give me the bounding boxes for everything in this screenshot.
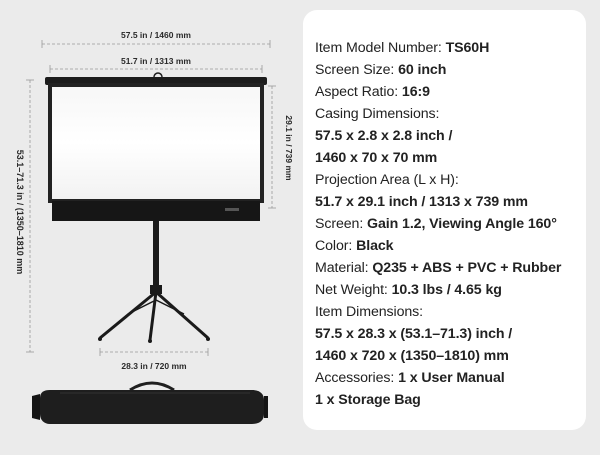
- total-width-label: 57.5 in / 1460 mm: [121, 30, 191, 40]
- spec-screen-size: Screen Size: 60 inch: [315, 62, 447, 78]
- spec-casing-mm: 1460 x 70 x 70 mm: [315, 150, 438, 166]
- projector-screen-illustration: [0, 0, 300, 450]
- spec-net-weight: Net Weight: 10.3 lbs / 4.65 kg: [315, 282, 502, 298]
- spec-item-dimensions-mm: 1460 x 720 x (1350–1810) mm: [315, 348, 509, 364]
- stand-height-label: 53.1–71.3 in / (1350–1810 mm: [15, 149, 25, 275]
- base-width-label: 28.3 in / 720 mm: [121, 361, 187, 371]
- spec-casing-label: Casing Dimensions:: [315, 106, 440, 122]
- spec-accessories-bag: 1 x Storage Bag: [315, 392, 421, 408]
- spec-color: Color: Black: [315, 238, 394, 254]
- product-diagram: [0, 0, 300, 450]
- spec-material: Material: Q235 + ABS + PVC + Rubber: [315, 260, 562, 276]
- spec-projection-value: 51.7 x 29.1 inch / 1313 x 739 mm: [315, 194, 528, 210]
- spec-aspect-ratio: Aspect Ratio: 16:9: [315, 84, 430, 100]
- screen-height-label: 29.1 in / 739 mm: [284, 115, 294, 181]
- screen-width-label: 51.7 in / 1313 mm: [121, 56, 191, 66]
- spec-item-dimensions-label: Item Dimensions:: [315, 304, 423, 320]
- tripod-pole: [153, 221, 159, 291]
- spec-item-dimensions-inch: 57.5 x 28.3 x (53.1–71.3) inch /: [315, 326, 513, 342]
- spec-screen: Screen: Gain 1.2, Viewing Angle 160°: [315, 216, 557, 232]
- tripod-leg-center: [150, 292, 156, 340]
- spec-card: [303, 10, 586, 430]
- storage-bag-illustration: [32, 383, 268, 424]
- spec-projection-label: Projection Area (L x H):: [315, 172, 459, 188]
- spec-casing-inch: 57.5 x 2.8 x 2.8 inch /: [315, 128, 453, 144]
- spec-model: Item Model Number: TS60H: [315, 40, 490, 56]
- tripod-leg-right: [156, 292, 208, 338]
- spec-accessories: Accessories: 1 x User Manual: [315, 370, 505, 386]
- tripod-leg-left: [100, 292, 156, 338]
